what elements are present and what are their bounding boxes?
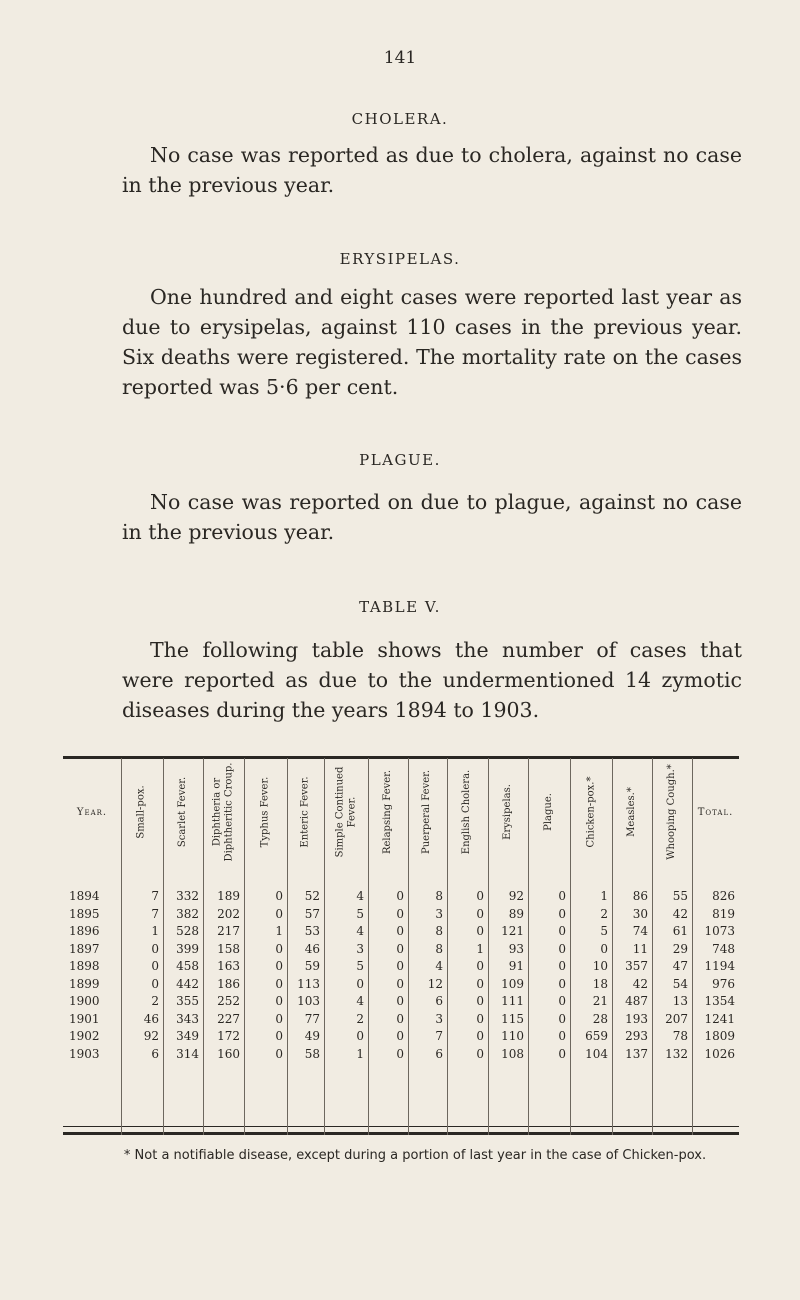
table-cell: 3 — [435, 1011, 443, 1026]
table-cell: 0 — [151, 959, 159, 973]
table-cell: 121 — [501, 924, 524, 938]
table-cell: 11 — [632, 941, 648, 956]
table-cell: 252 — [217, 994, 240, 1008]
table-cell: 160 — [217, 1046, 240, 1061]
table-cell: 8 — [435, 941, 443, 956]
table-cell: 0 — [396, 1029, 404, 1043]
table-cell: 4 — [435, 959, 443, 973]
table-cell: 0 — [396, 1011, 404, 1026]
table-cell: 30 — [632, 906, 648, 921]
column-header-label: Simple Continued Fever. — [334, 766, 358, 858]
table-cell: 77 — [304, 1011, 320, 1026]
column-header — [203, 758, 244, 866]
heading-plague: PLAGUE. — [359, 451, 441, 469]
paragraph-erysipelas: One hundred and eight cases were reported last year as due to erysipelas, against 110 cases in the previous year. Six deaths were registered. The mortality rate on the cases reported was 5·6 per cent. — [122, 285, 742, 399]
table-cell: 54 — [672, 976, 688, 991]
table-cell: 1 — [275, 924, 283, 938]
table-cell: 132 — [665, 1046, 688, 1061]
table-cell: 92 — [508, 889, 524, 903]
table-cell: 0 — [476, 1011, 484, 1026]
table-cell: 108 — [501, 1046, 524, 1061]
column-header — [528, 758, 570, 866]
table-cell: 0 — [275, 1011, 283, 1026]
paragraph-plague: No case was reported on due to plague, against no case in the previous year. — [122, 490, 742, 544]
column-header-label: Diphtheria or Diphtheritic Croup. — [211, 762, 235, 862]
table-cell: 137 — [625, 1046, 648, 1061]
table-cell: 93 — [508, 941, 524, 956]
table-cell: 10 — [592, 959, 608, 973]
table-cell: 0 — [396, 924, 404, 938]
table-cell: 382 — [176, 906, 199, 921]
table-bottom-rule-thin — [63, 1126, 739, 1127]
column-header-label: Enteric Fever. — [299, 776, 311, 848]
row-year-cell: 1903 — [69, 1046, 100, 1061]
table-cell: 109 — [501, 976, 524, 991]
table-cell: 0 — [275, 1046, 283, 1061]
table-cell: 357 — [625, 959, 648, 973]
table-cell: 0 — [558, 1046, 566, 1061]
table-cell: 0 — [476, 924, 484, 938]
column-header — [612, 758, 652, 866]
column-header — [324, 758, 368, 866]
footnote: * Not a notifiable disease, except during a portion of last year in the case of Chicken-pox. — [123, 1148, 707, 1163]
table-cell: 103 — [297, 994, 320, 1008]
table-cell: 0 — [275, 959, 283, 973]
table-cell: 442 — [176, 976, 199, 991]
table-cell: 0 — [356, 976, 364, 991]
table-cell: 0 — [476, 1046, 484, 1061]
table-cell: 47 — [672, 959, 688, 973]
table-cell: 0 — [396, 959, 404, 973]
table-cell: 659 — [585, 1029, 608, 1043]
table-cell: 207 — [665, 1011, 688, 1026]
table-cell: 1 — [356, 1046, 364, 1061]
table-cell: 89 — [508, 906, 524, 921]
row-year-cell: 1899 — [69, 976, 100, 991]
table-cell: 3 — [356, 941, 364, 956]
table-cell: 0 — [396, 941, 404, 956]
table-cell: 5 — [356, 959, 364, 973]
column-header — [408, 758, 447, 866]
table-cell: 0 — [151, 976, 159, 991]
table-cell: 0 — [151, 941, 159, 956]
table-cell: 46 — [304, 941, 320, 956]
paragraph-table-intro: The following table shows the number of cases that were reported as due to the undermentioned 14 zymotic diseases during the years 1894 to 1903. — [122, 638, 742, 722]
table-cell: 0 — [476, 1029, 484, 1043]
table-cell: 0 — [558, 906, 566, 921]
table-cell: 193 — [625, 1011, 648, 1026]
table-cell: 28 — [592, 1011, 608, 1026]
table-cell: 86 — [632, 889, 648, 903]
table-cell: 7 — [151, 906, 159, 921]
table-cell: 2 — [356, 1011, 364, 1026]
table-cell: 399 — [176, 941, 199, 956]
table-cell: 343 — [176, 1011, 199, 1026]
row-year-cell: 1902 — [69, 1029, 100, 1043]
table-cell: 0 — [396, 976, 404, 991]
row-year-cell: 1898 — [69, 959, 100, 973]
table-cell: 2 — [600, 906, 608, 921]
table-cell: 0 — [396, 889, 404, 903]
table-cell: 0 — [558, 924, 566, 938]
table-cell: 2 — [151, 994, 159, 1008]
table-cell: 748 — [712, 941, 735, 956]
table-cell: 293 — [625, 1029, 648, 1043]
column-header-label: Puerperal Fever. — [421, 769, 433, 855]
page-number: 141 — [383, 48, 417, 68]
table-cell: 4 — [356, 889, 364, 903]
heading-table-v: TABLE V. — [359, 598, 441, 616]
table-cell: 0 — [558, 1029, 566, 1043]
table-cell: 0 — [275, 906, 283, 921]
table-cell: 0 — [600, 941, 608, 956]
table-cell: 1026 — [704, 1046, 735, 1061]
table-cell: 1 — [476, 941, 484, 956]
table-cell: 0 — [476, 889, 484, 903]
table-cell: 42 — [672, 906, 688, 921]
table-cell: 3 — [435, 906, 443, 921]
table-cell: 0 — [476, 906, 484, 921]
table-cell: 458 — [176, 959, 199, 973]
table-cell: 314 — [176, 1046, 199, 1061]
table-cell: 104 — [585, 1046, 608, 1061]
column-header-label: Chicken-pox.* — [585, 776, 596, 848]
paragraph-cholera: No case was reported as due to cholera, against no case in the previous year. — [122, 143, 742, 197]
table-cell: 53 — [304, 924, 320, 938]
table-cell: 217 — [217, 924, 240, 938]
table-cell: 0 — [396, 906, 404, 921]
column-header-label: Small-pox. — [136, 785, 147, 839]
table-cell: 4 — [356, 924, 364, 938]
table-cell: 8 — [435, 924, 443, 938]
table-cell: 0 — [356, 1029, 364, 1043]
table-cell: 92 — [143, 1029, 159, 1043]
heading-cholera: CHOLERA. — [351, 110, 449, 128]
table-cell: 0 — [476, 959, 484, 973]
row-year-cell: 1901 — [69, 1011, 100, 1026]
table-cell: 332 — [176, 889, 199, 903]
table-cell: 826 — [712, 889, 735, 903]
row-year-cell: 1895 — [69, 906, 100, 921]
table-cell: 6 — [435, 994, 443, 1008]
table-cell: 186 — [217, 976, 240, 991]
table-cell: 55 — [672, 889, 688, 903]
table-cell: 111 — [501, 994, 524, 1008]
row-year-cell: 1897 — [69, 941, 100, 956]
column-header-label: English Cholera. — [461, 769, 473, 855]
table-cell: 46 — [143, 1011, 159, 1026]
table-cell: 74 — [632, 924, 648, 938]
table-cell: 5 — [600, 924, 608, 938]
table-cell: 57 — [304, 906, 320, 921]
heading-erysipelas: ERYSIPELAS. — [339, 250, 461, 268]
table-cell: 1 — [151, 924, 159, 938]
table-cell: 4 — [356, 994, 364, 1008]
table-cell: 0 — [558, 976, 566, 991]
column-header — [570, 758, 612, 866]
column-header-label: Scarlet Fever. — [177, 776, 188, 848]
table-cell: 976 — [712, 976, 735, 991]
table-cell: 0 — [275, 941, 283, 956]
column-header — [488, 758, 528, 866]
row-year-cell: 1900 — [69, 994, 100, 1008]
table-cell: 487 — [625, 994, 648, 1008]
table-cell: 0 — [396, 994, 404, 1008]
table-cell: 6 — [151, 1046, 159, 1061]
column-header — [163, 758, 203, 866]
column-header-label: Total. — [697, 806, 734, 818]
table-cell: 59 — [304, 959, 320, 973]
table-cell: 12 — [427, 976, 443, 991]
table-cell: 115 — [501, 1011, 524, 1026]
table-cell: 1809 — [704, 1029, 735, 1043]
column-header — [63, 758, 121, 866]
table-cell: 172 — [217, 1029, 240, 1043]
table-cell: 0 — [476, 994, 484, 1008]
column-header-label: Erysipelas. — [502, 784, 514, 840]
column-header-label: Measles.* — [626, 787, 637, 837]
table-cell: 49 — [304, 1029, 320, 1043]
table-cell: 7 — [435, 1029, 443, 1043]
table-cell: 52 — [304, 889, 320, 903]
row-year-cell: 1896 — [69, 924, 100, 938]
table-bottom-rule — [63, 1132, 739, 1135]
table-cell: 110 — [501, 1029, 524, 1043]
table-cell: 21 — [592, 994, 608, 1008]
table-cell: 0 — [275, 976, 283, 991]
table-cell: 0 — [275, 1029, 283, 1043]
column-header — [447, 758, 488, 866]
column-header — [121, 758, 163, 866]
table-cell: 528 — [176, 924, 199, 938]
column-header-label: Plague. — [542, 793, 554, 831]
table-cell: 0 — [476, 976, 484, 991]
column-header-label: Year. — [76, 806, 108, 818]
table-cell: 6 — [435, 1046, 443, 1061]
table-cell: 7 — [151, 889, 159, 903]
table-cell: 355 — [176, 994, 199, 1008]
table-cell: 227 — [217, 1011, 240, 1026]
table-cell: 202 — [217, 906, 240, 921]
table-cell: 113 — [297, 976, 320, 991]
table-cell: 0 — [396, 1046, 404, 1061]
table-cell: 0 — [558, 941, 566, 956]
table-cell: 8 — [435, 889, 443, 903]
table-cell: 163 — [217, 959, 240, 973]
table-cell: 58 — [304, 1046, 320, 1061]
table-cell: 5 — [356, 906, 364, 921]
table-cell: 1354 — [704, 994, 735, 1008]
row-year-cell: 1894 — [69, 889, 100, 903]
column-header — [692, 758, 739, 866]
table-cell: 78 — [672, 1029, 688, 1043]
table-cell: 61 — [672, 924, 688, 938]
column-header — [287, 758, 324, 866]
column-header — [244, 758, 287, 866]
table-cell: 42 — [632, 976, 648, 991]
table-cell: 1241 — [704, 1011, 735, 1026]
table-cell: 0 — [275, 889, 283, 903]
table-cell: 349 — [176, 1029, 199, 1043]
table-cell: 0 — [558, 994, 566, 1008]
table-cell: 189 — [217, 889, 240, 903]
table-cell: 0 — [558, 1011, 566, 1026]
table-cell: 1 — [600, 889, 608, 903]
table-cell: 13 — [672, 994, 688, 1008]
table-cell: 1194 — [704, 959, 735, 973]
table-cell: 1073 — [704, 924, 735, 938]
table-cell: 158 — [217, 941, 240, 956]
column-header-label: Typhus Fever. — [259, 776, 271, 848]
table-cell: 0 — [558, 959, 566, 973]
table-cell: 18 — [592, 976, 608, 991]
column-header-label: Relapsing Fever. — [382, 769, 394, 855]
column-header — [652, 758, 692, 866]
table-cell: 91 — [508, 959, 524, 973]
column-header-label: Whooping Cough.* — [666, 764, 678, 860]
column-header — [368, 758, 408, 866]
table-cell: 819 — [712, 906, 735, 921]
table-cell: 0 — [275, 994, 283, 1008]
table-cell: 0 — [558, 889, 566, 903]
table-cell: 29 — [672, 941, 688, 956]
